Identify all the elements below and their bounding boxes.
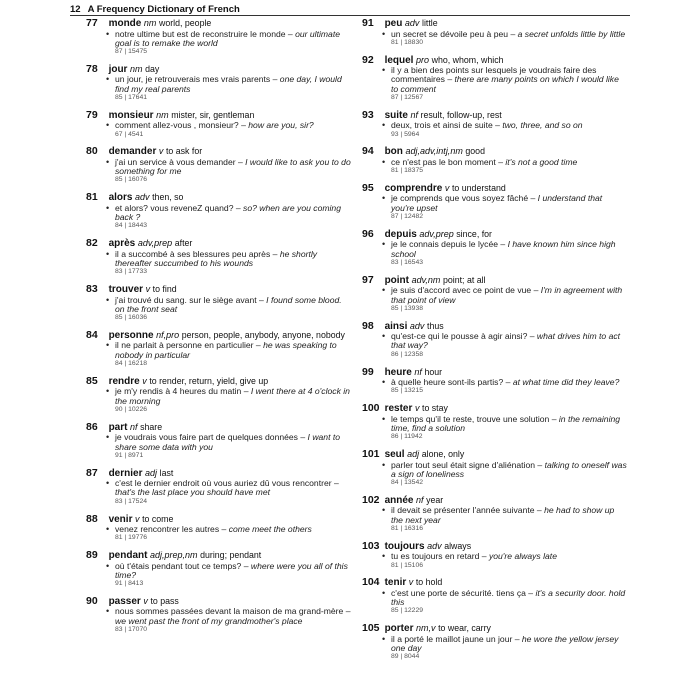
entry-headword: rester [384, 403, 413, 415]
entry-part-of-speech: v [414, 403, 420, 414]
entry-part-of-speech: nf,pro [156, 329, 180, 340]
entry-headword: jour [108, 63, 128, 75]
entry-gloss: to find [152, 284, 177, 295]
dictionary-entry [362, 55, 627, 103]
entry-gloss: to ask for [165, 146, 203, 157]
example-french: il a succombé à ses blessures peu après – [115, 248, 278, 259]
entry-frequency-stats: 87 | 12482 [391, 213, 424, 221]
entry-headword: demander [108, 146, 157, 158]
example-english: in the remaining time, find a solution [391, 413, 621, 433]
example-english: he wore the yellow jersey one day [391, 633, 619, 654]
example-french: il devait se présenter l'année suivante – [391, 505, 542, 516]
entry-frequency-stats: 86 | 12358 [391, 350, 424, 358]
example-french: où t'étais pendant tout ce temps? – [115, 560, 249, 571]
entry-example [106, 387, 351, 406]
left-column [86, 18, 351, 642]
example-french: le temps qu'il te reste, trouve une solution – [391, 413, 557, 424]
entry-example [382, 506, 627, 525]
entry-rank: 105 [362, 622, 380, 635]
entry-part-of-speech: v [145, 284, 151, 295]
entry-gloss: mister, sir, gentleman [171, 109, 255, 120]
example-english: you're always late [488, 551, 557, 562]
entry-part-of-speech: nm [130, 63, 143, 74]
dictionary-entry [86, 330, 351, 369]
example-english: I went there at 4 o'clock in the morning [115, 386, 350, 406]
entry-example [106, 204, 351, 223]
entry-example [106, 525, 351, 534]
entry-rank: 86 [86, 420, 98, 433]
example-french: c'est le dernier endroit où vous auriez dû vous rencontrer – [115, 478, 339, 489]
entry-rank: 90 [86, 594, 98, 607]
example-french: j'ai un service à vous demander – [115, 156, 243, 167]
entry-gloss: to render, return, yield, give up [149, 375, 269, 386]
dictionary-entry [362, 495, 627, 534]
example-english: I would like to ask you to do something for me [115, 156, 351, 177]
entry-frequency-stats: 87 | 15475 [115, 48, 148, 56]
example-english: where were you all of this time? [115, 560, 348, 580]
entry-gloss: alone, only [421, 449, 465, 460]
entry-rank: 77 [86, 17, 98, 29]
entry-rank: 85 [86, 374, 98, 387]
entry-gloss: world, people [158, 18, 212, 28]
entry-rank: 103 [362, 539, 380, 552]
entry-part-of-speech: adv,prep [419, 228, 454, 239]
example-english: he had to show up the next year [391, 505, 615, 525]
entry-part-of-speech: adv,prep [137, 238, 173, 249]
entry-gloss: little [421, 18, 438, 28]
entry-example [106, 75, 351, 94]
entry-part-of-speech: adj [145, 467, 158, 478]
example-french: à quelle heure sont-ils partis? – [391, 377, 511, 388]
dictionary-entry [86, 284, 351, 323]
entry-headword: heure [384, 366, 412, 378]
dictionary-entry [86, 238, 351, 277]
entry-rank: 104 [362, 576, 380, 589]
entry-headword: ainsi [384, 320, 408, 332]
entry-rank: 91 [362, 17, 374, 29]
dictionary-entry [86, 18, 351, 57]
entry-frequency-stats: 85 | 16076 [115, 176, 148, 184]
entry-rank: 89 [86, 549, 98, 562]
dictionary-entry [86, 110, 351, 139]
entry-headword: depuis [384, 228, 417, 240]
entry-example [106, 296, 351, 315]
example-english: a secret unfolds little by little [517, 28, 626, 39]
entry-example [382, 461, 627, 480]
dictionary-entry [362, 110, 627, 139]
example-english: one day, I would find my real parents [115, 74, 342, 94]
entry-frequency-stats: 91 | 8413 [115, 580, 144, 588]
entry-frequency-stats: 93 | 5964 [391, 130, 420, 138]
dictionary-entry [86, 596, 351, 635]
entry-frequency-stats: 83 | 16543 [391, 258, 424, 266]
entry-gloss: since, for [456, 228, 492, 239]
entry-gloss: after [174, 238, 193, 249]
example-french: je voudrais vous faire part de quelques données – [115, 432, 306, 443]
entry-gloss: to hold [415, 577, 443, 588]
example-english: two, three, and so on [502, 120, 583, 131]
entry-part-of-speech: v [142, 375, 147, 386]
entry-rank: 84 [86, 328, 98, 341]
entry-headword: passer [108, 595, 141, 607]
dictionary-entry [86, 146, 351, 185]
example-english: I'm in agreement with that point of view [391, 285, 623, 305]
entry-part-of-speech: v [135, 513, 140, 524]
entry-gloss: year [426, 494, 444, 505]
example-french: parler tout seul était signe d'aliénation – [391, 459, 543, 470]
entry-headword: année [384, 494, 414, 506]
entry-gloss: share [140, 421, 163, 432]
dictionary-entry [362, 18, 627, 47]
entry-frequency-stats: 84 | 18443 [115, 222, 148, 230]
example-french: et alors? vous reveneZ quand? – [115, 202, 241, 213]
entry-frequency-stats: 85 | 17641 [115, 93, 148, 101]
entry-part-of-speech: nf [414, 366, 422, 377]
entry-headword: point [384, 274, 409, 286]
entry-gloss: then, so [152, 192, 184, 203]
entry-gloss: day [145, 63, 160, 74]
example-english: I want to share some data with you [115, 432, 341, 452]
entry-example [382, 552, 627, 561]
dictionary-entry [362, 367, 627, 396]
entry-example [106, 607, 351, 626]
dictionary-entry [86, 192, 351, 231]
entry-rank: 100 [362, 402, 380, 415]
example-english: we went past the front of my grandmother's place [115, 615, 303, 626]
example-english: come meet the others [228, 524, 312, 534]
entry-part-of-speech: adv [409, 320, 425, 331]
example-english: I found some blood. on the front seat [115, 294, 342, 314]
entry-part-of-speech: adv [404, 18, 420, 28]
entry-rank: 96 [362, 227, 374, 240]
entry-part-of-speech: pro [416, 54, 430, 65]
dictionary-entry [362, 229, 627, 268]
entry-part-of-speech: nm [156, 109, 169, 120]
example-french: tu es toujours en retard – [391, 551, 487, 562]
example-english: there are many points on which I would like to comment [391, 74, 619, 94]
example-french: il ne parlait à personne en particulier – [115, 340, 261, 351]
example-french: deux, trois et ainsi de suite – [391, 120, 500, 131]
entry-example [106, 341, 351, 360]
entry-example [382, 194, 627, 213]
entry-part-of-speech: adv,nm [411, 274, 441, 285]
entry-frequency-stats: 81 | 16316 [391, 525, 424, 532]
entry-part-of-speech: nm [143, 18, 157, 28]
example-english: I understand that you're upset [391, 193, 603, 213]
entry-gloss: to pass [150, 595, 179, 606]
entry-headword: toujours [384, 540, 425, 552]
page-number: 12 [70, 4, 81, 15]
entry-headword: rendre [108, 375, 140, 387]
entry-headword: comprendre [384, 182, 443, 194]
entry-part-of-speech: v [444, 182, 450, 193]
entry-gloss: thus [427, 320, 444, 331]
example-french: je m'y rendis à 4 heures du matin – [115, 386, 249, 397]
entry-rank: 94 [362, 145, 374, 158]
entry-gloss: result, follow-up, rest [420, 109, 502, 120]
example-english: that's the last place you should have met [115, 487, 270, 498]
example-french: ce n'est pas le bon moment – [391, 156, 503, 167]
entry-gloss: who, whom, which [431, 54, 504, 65]
header-rule [70, 15, 630, 16]
entry-rank: 97 [362, 273, 374, 286]
entry-example [382, 286, 627, 305]
entry-part-of-speech: adj,prep,nm [150, 550, 198, 561]
entry-headword: tenir [384, 577, 407, 589]
entry-frequency-stats: 81 | 18830 [391, 38, 424, 46]
example-english: it's a security door. hold this [391, 587, 626, 608]
entry-part-of-speech: v [143, 595, 148, 606]
dictionary-entry [362, 449, 627, 488]
entry-headword: trouver [108, 284, 144, 296]
entry-headword: alors [108, 192, 133, 204]
entry-part-of-speech: adj [407, 449, 420, 460]
entry-part-of-speech: adv [427, 540, 442, 551]
example-french: il a porté le maillot jaune un jour – [391, 633, 520, 644]
entry-part-of-speech: v [408, 577, 414, 588]
dictionary-entry [362, 541, 627, 570]
entry-headword: porter [384, 623, 414, 635]
entry-frequency-stats: 85 | 12229 [391, 607, 424, 615]
entry-frequency-stats: 67 | 4541 [115, 130, 144, 138]
entry-gloss: to understand [451, 182, 506, 193]
example-french: un secret se dévoile peu à peu – [391, 28, 516, 39]
entry-gloss: to wear, carry [438, 623, 491, 634]
example-french: il y a bien des points sur lesquels je voudrais faire des commentaires – [391, 65, 597, 85]
dictionary-entry [362, 403, 627, 442]
example-english: he shortly thereafter succumbed to his wounds [115, 248, 318, 268]
entry-frequency-stats: 91 | 8971 [115, 451, 144, 459]
entry-headword: pendant [108, 550, 148, 562]
example-french: je suis d'accord avec ce point de vue – [391, 285, 539, 296]
example-english: so? when are you coming back ? [115, 202, 341, 223]
entry-rank: 80 [86, 145, 98, 158]
example-english: talking to oneself was a sign of loneliness [391, 459, 627, 479]
right-column [362, 18, 627, 669]
entry-example [106, 562, 351, 581]
entry-part-of-speech: nf [130, 421, 138, 432]
entry-headword: lequel [384, 54, 414, 66]
entry-part-of-speech: nm,v [416, 623, 436, 634]
entry-example [382, 589, 627, 608]
entry-example [106, 433, 351, 452]
example-french: je le connais depuis le lycée – [391, 239, 506, 250]
example-english: it's not a good time [505, 156, 578, 167]
entry-rank: 78 [86, 62, 98, 75]
entry-rank: 95 [362, 181, 374, 194]
entry-headword: dernier [108, 467, 143, 479]
entry-headword: personne [108, 329, 154, 341]
example-french: un jour, je retrouverais mes vrais parents – [115, 74, 278, 85]
entry-example [382, 635, 627, 654]
entry-gloss: good [465, 146, 485, 157]
example-french: j'ai trouvé du sang. sur le siège avant – [115, 294, 264, 305]
example-english: our ultimate goal is to remake the world [115, 28, 340, 48]
example-french: venez rencontrer les autres – [115, 524, 227, 534]
entry-gloss: person, people, anybody, anyone, nobody [181, 329, 345, 340]
entry-part-of-speech: adv [135, 192, 150, 203]
example-english: at what time did they leave? [512, 377, 620, 388]
entry-rank: 82 [86, 237, 98, 250]
dictionary-entry [86, 550, 351, 589]
entry-gloss: hour [424, 366, 443, 377]
entry-frequency-stats: 81 | 15106 [391, 561, 424, 569]
entry-headword: bon [384, 146, 403, 158]
entry-headword: monsieur [108, 109, 154, 121]
entry-example [382, 240, 627, 259]
entry-rank: 102 [362, 493, 380, 506]
entry-headword: seul [384, 449, 405, 461]
dictionary-entry [362, 623, 627, 662]
entry-headword: part [108, 421, 128, 433]
entry-gloss: to stay [422, 403, 448, 414]
dictionary-entry [86, 514, 351, 543]
entry-headword: venir [108, 513, 133, 525]
example-french: qu'est-ce qui le pousse à agir ainsi? – [391, 331, 535, 342]
entry-example [106, 250, 351, 269]
entry-example [106, 479, 351, 498]
entry-headword: monde [108, 18, 142, 29]
dictionary-entry [86, 422, 351, 461]
entry-frequency-stats: 86 | 11942 [391, 433, 423, 441]
entry-frequency-stats: 87 | 12567 [391, 93, 424, 101]
dictionary-entry [362, 183, 627, 222]
example-english: what drives him to act that way? [391, 331, 621, 351]
example-english: he was speaking to nobody in particular [115, 340, 337, 360]
example-english: I have known him since high school [391, 239, 616, 259]
entry-example [106, 158, 351, 177]
entry-gloss: last [159, 467, 174, 478]
entry-rank: 81 [86, 191, 98, 204]
entry-part-of-speech: nf [416, 494, 424, 505]
entry-frequency-stats: 84 | 13542 [391, 479, 424, 487]
entry-part-of-speech: adj,adv,intj,nm [405, 146, 463, 157]
entry-frequency-stats: 89 | 8044 [391, 653, 420, 661]
dictionary-entry [86, 64, 351, 103]
entry-headword: après [108, 238, 136, 250]
entry-frequency-stats: 90 | 10226 [115, 405, 148, 413]
entry-frequency-stats: 83 | 17733 [115, 268, 148, 276]
dictionary-entry [362, 577, 627, 616]
entry-example [106, 121, 351, 130]
entry-example [382, 158, 627, 167]
entry-example [382, 121, 627, 130]
entry-headword: peu [384, 18, 403, 29]
dictionary-entry [362, 321, 627, 360]
entry-frequency-stats: 81 | 18375 [391, 167, 424, 175]
dictionary-entry [86, 376, 351, 415]
entry-gloss: point; at all [442, 274, 486, 285]
dictionary-entry [86, 468, 351, 507]
entry-rank: 99 [362, 365, 374, 378]
example-french: nous sommes passées devant la maison de ma grand-mère – [115, 606, 351, 617]
entry-example [382, 30, 627, 39]
entry-rank: 93 [362, 108, 374, 121]
dictionary-entry [362, 146, 627, 175]
entry-frequency-stats: 85 | 16036 [115, 314, 148, 322]
entry-rank: 101 [362, 448, 380, 461]
entry-part-of-speech: v [158, 146, 164, 157]
entry-rank: 79 [86, 108, 98, 121]
entry-example [382, 378, 627, 387]
entry-rank: 88 [86, 512, 98, 525]
entry-rank: 83 [86, 283, 98, 296]
entry-frequency-stats: 85 | 13215 [391, 387, 424, 395]
example-french: je comprends que vous soyez fâché – [391, 193, 536, 204]
example-french: comment allez-vous , monsieur? – [115, 120, 246, 131]
entry-rank: 87 [86, 466, 98, 479]
dictionary-entry [362, 275, 627, 314]
entry-gloss: always [444, 540, 472, 551]
entry-part-of-speech: nf [410, 109, 418, 120]
entry-frequency-stats: 85 | 13938 [391, 304, 424, 312]
entry-frequency-stats: 84 | 16218 [115, 360, 148, 368]
entry-frequency-stats: 83 | 17524 [115, 497, 148, 505]
entry-gloss: during; pendant [200, 550, 262, 561]
entry-example [382, 415, 627, 434]
entry-example [382, 66, 627, 94]
book-title: A Frequency Dictionary of French [87, 4, 240, 15]
entry-example [106, 30, 351, 49]
entry-gloss: to come [142, 513, 174, 524]
entry-frequency-stats: 83 | 17070 [115, 626, 148, 634]
example-french: notre ultime but est de reconstruire le monde – [115, 28, 293, 39]
entry-rank: 92 [362, 53, 374, 66]
entry-rank: 98 [362, 319, 374, 332]
entry-headword: suite [384, 109, 408, 121]
example-french: c'est une porte de sécurité. tiens ça – [391, 587, 534, 598]
entry-example [382, 332, 627, 351]
example-english: how are you, sir? [248, 120, 314, 131]
entry-frequency-stats: 81 | 19776 [115, 534, 148, 542]
